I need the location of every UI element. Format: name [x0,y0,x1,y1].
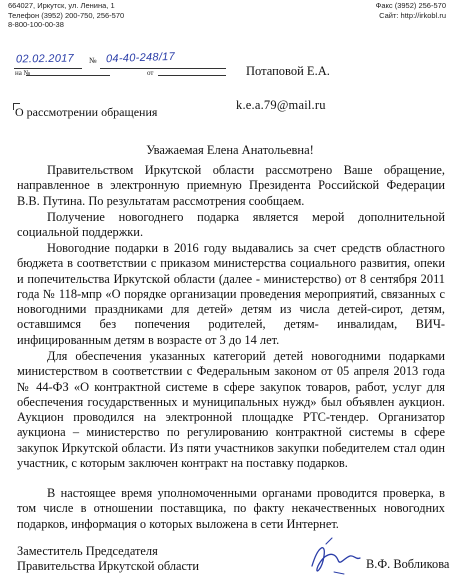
sender-contacts-right [376,1,446,20]
sender-fax: Факс (3952) 256-570 [375,1,446,10]
greeting: Уважаемая Елена Анатольевна! [146,143,314,157]
number-underline [100,68,226,69]
reply-number-underline [26,75,110,76]
subject-line: О рассмотрении обращения [15,105,158,119]
recipient-name: Потаповой Е.А. [246,64,330,78]
paragraph-3-text: Новогодние подарки в 2016 году выдавались за счет средств областного бюджета в соответствии с приказом министерства социального развития, опеки и попечительства Иркутской области (далее - министерство) от 8 сентября 2011 года № 118-мпр «О порядке организации проведения мероприятий, связанных с новогодними праздниками для детей» детям из числа детей-сирот, детям, оставшимся без попечения родителей, детям- инвалидам, ВИЧ-инфицированным детям в возрасте от 3 до 14 лет. [17,241,445,347]
paragraph-1-text: Правительством Иркутской области рассмотрено Ваше обращение, направленное в электронную приемную Президента Российской Федерации В.В. Путина. По результатам рассмотрения сообщаем. [17,163,445,208]
paragraph-5 [17,486,445,532]
sender-phone: Телефон (3952) 200-750, 256-570 [8,10,125,20]
recipient-email: k.e.a.79@mail.ru [236,98,326,112]
sender-website: Сайт: http://irkobl.ru [379,10,446,20]
signatory-name: В.Ф. Вобликова [366,557,450,571]
reply-to-number-label: на № [15,69,31,77]
signatory-title-line-2: Правительства Иркутской области [17,559,200,574]
paragraph-2-text: Получение новогоднего подарка является мерой дополнительной социальной поддержки. [17,210,445,240]
paragraph-5-text: В настоящее время уполномоченными органами проводится проверка, в том числе в отношении поставщика, по факту некачественных новогодних подарков, информация о которых выложена в сети Интернет. [17,486,445,531]
registration-number-prefix: № [89,56,97,65]
paragraph-2 [17,210,445,241]
paragraph-4 [17,349,445,471]
registration-block [14,50,226,77]
reply-date-underline [158,75,226,76]
sender-address: 664027, Иркутск, ул. Ленина, 1 [8,1,115,10]
registration-date: 02.02.2017 [15,52,75,66]
paragraph-3 [17,241,445,348]
paragraph-1 [17,163,445,209]
reply-to-date-label: от [147,69,154,77]
signatory-title-line-1: Заместитель Председателя [17,544,158,558]
paragraph-4-text: Для обеспечения указанных категорий детей новогодними подарками министерством в соответствии с Федеральным законом от 05 апреля 2013 года № 44-ФЗ «О контрактной системе в сфере закупок товаров, работ, услуг для обеспечения государственных и муниципальных нужд» был объявлен аукцион. Аукцион проводился на электронной площадке РТС-тендер. Организатор аукциона – министерство по регулированию контрактной системы в сфере закупок Иркутской области. Из пяти участников закупки победителем стал один участник, с которым заключен контракт на поставку подарков. [17,349,445,471]
sender-hotline: 8-800-100-00-38 [8,20,64,29]
sender-contacts [8,1,124,30]
registration-number: 04-40-248/17 [105,50,176,66]
handwritten-signature [304,536,364,580]
signatory-title [17,544,199,575]
